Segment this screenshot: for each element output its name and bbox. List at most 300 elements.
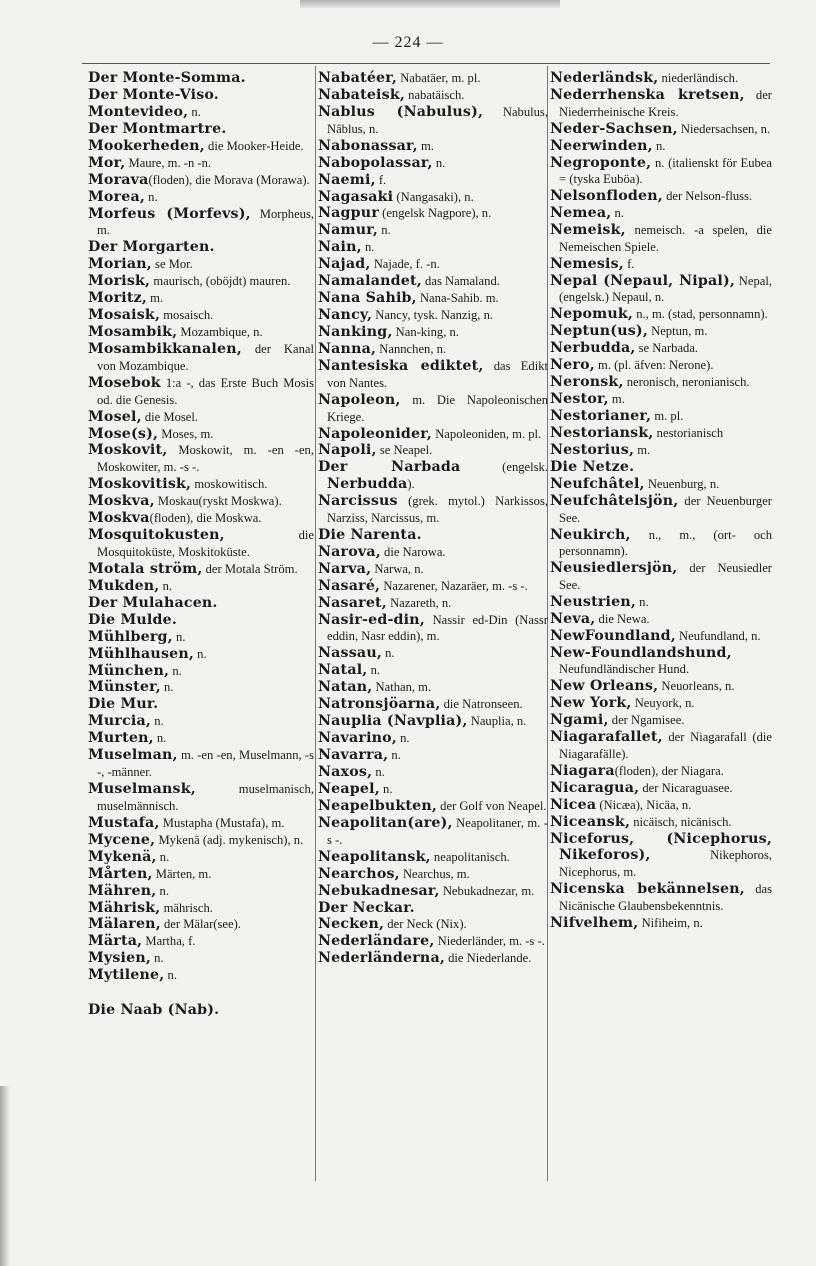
dictionary-entry [550,323,772,340]
dictionary-entry [550,306,772,323]
entry-headword: Nepomuk, [550,306,634,323]
entry-definition: n. [160,680,174,695]
entry-headword: Neerwinden, [550,137,653,154]
entry-definition: die Natronseen. [440,697,523,712]
entry-headword: Nicenska bekännelsen, [550,880,745,897]
dictionary-entry [88,815,314,832]
entry-definition: Nikephoros, Nicephorus, m. [559,848,772,879]
entry-headword: Murten, [88,730,154,747]
dictionary-entry [318,138,548,155]
entry-headword: Die Naab (Nab). [88,1002,220,1019]
entry-headword: Nasaré, [318,577,381,594]
entry-gap [88,984,314,1002]
entry-definition: Nepal, (engelsk.) Nepaul, n. [559,273,772,305]
entry-definition: Nabulus, Nâblus, n. [327,104,548,136]
column-divider [315,66,316,1181]
dictionary-entry [550,780,772,797]
entry-headword: Montevideo, [88,103,189,120]
entry-definition: n. [194,646,207,661]
entry-headword: Neufchâtel, [550,476,645,493]
dictionary-entry [550,915,772,932]
entry-headword: Navarra, [318,747,389,764]
entry-definition: der Neuenburger See. [559,494,772,525]
entry-definition: n., m. (stad, personnamn). [633,307,768,322]
dictionary-entry [550,729,772,762]
dictionary-entry [318,239,548,256]
entry-headword: Muselman, [88,747,178,764]
entry-definition: das Namaland. [421,274,500,289]
entry-definition: n. [151,714,164,729]
entry-headword: Neapelbukten, [318,797,438,814]
entry-definition: Nebukadnezar, m. [439,883,535,898]
dictionary-entry [550,493,772,526]
dictionary-entry [88,138,314,155]
entry-definition: n. [372,765,385,780]
entry-headword: Mosambik, [88,324,178,341]
dictionary-entry [550,374,772,391]
dictionary-entry [550,408,772,425]
dictionary-entry [88,933,314,950]
entry-definition: (floden), die Moskwa. [149,511,262,526]
dictionary-entry [88,866,314,883]
entry-headword: Moskva, [88,493,155,510]
dictionary-entry [318,442,548,459]
entry-definition-tail: ). [407,477,415,492]
entry-headword: Mose(s), [88,425,159,442]
entry-definition: Neapolitaner, m. -s -. [327,815,548,847]
entry-definition: n. [164,968,177,983]
dictionary-entry [88,307,314,324]
entry-definition: n. [652,138,666,153]
entry-definition: Najade, f. -n. [370,257,440,272]
entry-definition: (Nangasaki), n. [393,189,474,204]
dictionary-entry [318,950,548,967]
entry-headword: Nemesis, [550,255,624,272]
dictionary-entry [318,713,548,730]
entry-definition: Märten, m. [152,866,212,881]
entry-definition: die Mooker-Heide. [204,138,304,153]
dictionary-entry [318,459,548,492]
entry-definition: m. -en -en, Muselmann, -s -, -männer. [97,748,314,780]
dictionary-entry [88,189,314,206]
entry-headword: Der Morgarten. [88,239,215,256]
entry-definition: Nabatäer, m. pl. [397,71,481,85]
dictionary-entry [550,70,772,87]
entry-definition: Neufundländischer Hund. [559,662,690,677]
entry-definition: Neptun, m. [647,324,708,339]
dictionary-entry [318,426,548,443]
entry-headword: Necken, [318,916,385,933]
entry-headword: Nemeisk, [550,222,626,239]
dictionary-entry [88,916,314,933]
dictionary-entry [88,747,314,780]
entry-definition: n. [156,883,169,898]
entry-headword: Moskovit, [88,442,168,459]
entry-definition: nemeisch. -a spelen, die Nemeischen Spiele. [559,223,772,254]
entry-headword: Die Netze. [550,459,635,476]
dictionary-entry [318,392,548,425]
entry-headword: Natal, [318,662,368,679]
entry-headword: Münster, [88,679,161,696]
dictionary-entry [88,883,314,900]
entry-definition: (engelsk. [460,460,548,475]
dictionary-entry [88,832,314,849]
dictionary-entry [88,273,314,290]
dictionary-entry [318,781,548,798]
entry-definition: Moses, m. [158,426,214,441]
entry-definition: der Golf von Neapel. [437,798,547,813]
dictionary-entry [88,239,314,256]
dictionary-entry [88,950,314,967]
entry-headword: Niagarafallet, [550,729,663,746]
dictionary-entry [318,645,548,662]
entry-definition: mosaisch. [160,308,214,323]
entry-headword: Nauplia (Navplia), [318,713,468,730]
dictionary-entry [318,324,548,341]
entry-headword: Morian, [88,256,152,273]
entry-headword: Najad, [318,256,371,273]
entry-definition: Nathan, m. [372,680,432,695]
entry-headword: Mor, [88,154,126,171]
dictionary-entry [318,578,548,595]
entry-headword: Nanking, [318,324,393,341]
dictionary-entry [318,70,548,87]
dictionary-column-3 [550,70,772,932]
dictionary-entry [318,662,548,679]
entry-definition: (floden), der Niagara. [614,763,724,778]
entry-headword: Nero, [550,357,595,374]
entry-headword: Niceansk, [550,813,631,830]
dictionary-entry [550,814,772,831]
dictionary-entry [550,763,772,780]
entry-headword: Nestor, [550,391,609,408]
dictionary-entry [318,290,548,307]
dictionary-entry [550,188,772,205]
dictionary-entry [318,866,548,883]
entry-headword: Der Mulahacen. [88,594,218,611]
entry-headword: Mookerheden, [88,137,205,154]
entry-definition: m. (pl. äfven: Nerone). [594,358,714,373]
entry-headword: Die Narenta. [318,526,422,543]
dictionary-entry [550,340,772,357]
dictionary-entry [318,696,548,713]
dictionary-entry [318,222,548,239]
entry-headword: Märta, [88,933,143,950]
dictionary-entry [550,560,772,593]
entry-headword: Nagasaki [318,188,394,205]
entry-definition: (floden), die Morava (Morawa). [148,172,310,187]
entry-definition: Nancy, tysk. Nanzig, n. [372,308,494,323]
dictionary-entry [550,273,772,306]
dictionary-entry [318,544,548,561]
entry-definition: se Mor. [151,257,193,272]
entry-headword: Neapel, [318,781,380,797]
entry-definition: der Nicaraguasee. [639,780,733,795]
entry-definition: m. [146,291,164,306]
dictionary-entry [550,527,772,560]
dictionary-entry [550,121,772,138]
dictionary-entry [318,916,548,933]
entry-headword: Mytilene, [88,967,165,984]
dictionary-entry [88,290,314,307]
entry-definition: n. [379,782,393,796]
entry-headword: Nain, [318,239,362,256]
entry-headword: Nelsonfloden, [550,188,663,205]
dictionary-entry [88,713,314,730]
entry-headword: Mühlberg, [88,628,173,645]
dictionary-entry [318,493,548,526]
entry-headword: Neufchâtelsjön, [550,493,679,510]
entry-headword: NewFoundland, [550,627,676,644]
entry-headword: Nana Sahib, [318,290,417,307]
dictionary-entry [318,561,548,578]
entry-headword: Der Monte-Viso. [88,86,219,103]
entry-headword: Mähren, [88,882,157,899]
entry-headword: Nebukadnesar, [318,882,440,899]
entry-definition: n. [636,594,649,609]
entry-definition: f. [623,256,635,271]
dictionary-entry [88,679,314,696]
entry-headword: Navarino, [318,730,397,747]
dictionary-entry [318,341,548,358]
entry-definition: Mozambique, n. [177,325,263,340]
entry-headword: Nassau, [318,645,382,662]
entry-definition: Neuenburg, n. [644,477,720,492]
entry-definition: Martha, f. [142,934,196,949]
dictionary-entry [550,442,772,459]
entry-definition: das Nicänische Glaubensbekenntnis. [559,881,772,913]
entry-headword: New-Foundlandshund, [550,644,732,661]
entry-definition: Nearchus, m. [399,866,470,881]
dictionary-entry [88,341,314,374]
dictionary-entry [88,696,314,713]
entry-headword: Neusiedlersjön, [550,560,678,577]
entry-definition: die Niederlande. [444,951,532,966]
dictionary-entry [550,476,772,493]
dictionary-entry [318,747,548,764]
dictionary-entry [318,256,548,273]
entry-headword: Nepal (Nepaul, Nipal), [550,272,735,289]
entry-definition: n. [367,663,381,678]
entry-headword: Napoleon, [318,391,401,408]
dictionary-entry [88,324,314,341]
dictionary-column-2 [318,70,548,967]
entry-headword: Mosebok [88,374,161,391]
entry-headword: Mysien, [88,950,152,967]
entry-definition: neronisch, neronianisch. [623,375,750,390]
entry-definition: se Neapel. [376,443,433,458]
entry-headword: Nasaret, [318,594,387,611]
entry-headword: Mårten, [88,865,153,882]
dictionary-entry [550,678,772,695]
dictionary-entry [88,646,314,663]
entry-headword: Die Mur. [88,696,159,713]
entry-headword: Nederländare, [318,933,435,950]
entry-headword: Naemi, [318,171,376,188]
dictionary-entry [318,883,548,900]
scan-top-edge [300,0,560,8]
entry-headword: Nearchos, [318,865,400,882]
entry-definition: Mustapha (Mustafa), m. [159,815,285,830]
entry-headword: Die Mulde. [88,611,177,628]
entry-headword: Der Monte-Somma. [88,70,246,86]
dictionary-entry [318,798,548,815]
entry-definition: (Nicæa), Nicäa, n. [596,797,692,812]
entry-headword: Nasir-ed-din, [318,611,425,628]
entry-headword: New Orleans, [550,678,659,695]
dictionary-entry [318,595,548,612]
dictionary-entry [88,375,314,408]
dictionary-entry [550,594,772,611]
entry-headword: Nabopolassar, [318,154,433,171]
entry-definition: nabatäisch. [405,87,465,102]
entry-definition: n. [156,849,170,864]
entry-definition: n. [611,206,624,221]
entry-definition: n. [381,646,395,661]
dictionary-entry [88,409,314,426]
dictionary-entry [88,781,314,814]
entry-headword: Der Narbada [318,459,461,476]
dictionary-entry [88,172,314,189]
entry-definition: Niederländer, m. -s -. [434,934,545,949]
entry-definition: Neufundland, n. [675,628,761,643]
dictionary-entry [550,357,772,374]
entry-headword: Nederländerna, [318,950,445,967]
dictionary-entry [88,663,314,680]
entry-definition: Nauplia, n. [467,714,527,729]
entry-headword: Neapolitan(are), [318,814,453,831]
entry-definition: n. [188,104,201,119]
dictionary-entry [550,611,772,628]
entry-definition: n. [172,629,186,644]
entry-headword: Neukirch, [550,526,631,543]
dictionary-entry [318,527,548,544]
dictionary-entry [88,206,314,239]
dictionary-entry [88,442,314,475]
entry-headword: Neronsk, [550,374,624,391]
entry-definition: die Mosquitoküste, Moskitoküste. [97,528,314,559]
dictionary-entry [318,764,548,781]
entry-headword: New York, [550,695,632,712]
entry-definition: der Neusiedler See. [559,561,772,592]
dictionary-entry [88,121,314,138]
dictionary-entry [318,307,548,324]
dictionary-entry [88,849,314,866]
dictionary-entry [88,527,314,560]
entry-headword: Mosel, [88,408,142,425]
entry-definition: der Niagarafall (die Niagarafälle). [559,730,772,761]
entry-definition: der Neck (Nix). [384,917,467,932]
entry-definition: der Nelson-fluss. [662,189,753,204]
entry-definition: Maure, m. -n -n. [125,155,212,170]
entry-definition: der Ngamisee. [608,713,685,728]
entry-headword: Napoli, [318,442,377,459]
entry-headword: Nestorius, [550,442,635,459]
entry-definition: Moskau(ryskt Moskwa). [154,494,282,509]
entry-definition: m. [417,138,434,153]
entry-headword: Der Montmartre. [88,120,227,137]
entry-headword: Nancy, [318,307,373,324]
entry-headword: Murcia, [88,713,152,730]
page-number: — 224 — [372,34,444,51]
entry-definition: n. [378,223,391,238]
entry-headword: Nicea [550,796,597,813]
header-rule [82,63,770,64]
dictionary-entry [550,645,772,678]
entry-headword: Moritz, [88,290,147,307]
dictionary-entry [550,831,772,881]
entry-headword: Nantesiska ediktet, [318,358,484,375]
dictionary-entry [550,256,772,273]
entry-definition: maurisch, (oböjdt) mauren. [150,274,291,289]
entry-headword: Nestoriansk, [550,425,654,442]
entry-headword: Nestorianer, [550,408,652,425]
entry-headword: Niceforus, (Nicephorus, Nikeforos), [550,830,772,864]
dictionary-entry [318,679,548,696]
entry-definition: Morpheus, m. [97,206,314,238]
entry-definition: der Mälar(see). [160,917,241,932]
entry-definition: m. pl. [651,409,684,424]
entry-definition: m. [634,443,651,458]
entry-definition: n. [361,240,375,255]
entry-headword: Nerbudda, [550,340,636,357]
entry-headword: Moskovitisk, [88,476,192,493]
entry-headword: Nanna, [318,341,377,358]
entry-headword: Mosaisk, [88,307,161,324]
entry-headword: Nabateisk, [318,86,406,103]
entry-definition: 1:a -, das Erste Buch Mosis od. die Genesis. [97,375,314,407]
entry-headword: Moskva [88,510,150,527]
entry-headword: Nifvelhem, [550,914,639,931]
entry-headword: Mykenä, [88,848,157,865]
entry-definition: der Kanal von Mozambique. [97,342,314,373]
entry-headword: Mälaren, [88,916,161,933]
entry-headword: Namalandet, [318,273,422,290]
entry-definition: niederländisch. [658,71,739,85]
entry-headword: Neustrien, [550,593,636,610]
entry-definition: n. [432,155,446,170]
entry-definition: die Newa. [595,611,650,626]
dictionary-entry [318,612,548,645]
entry-headword: Motala ström, [88,560,203,577]
entry-headword: Nagpur [318,205,379,222]
entry-headword: Namur, [318,222,379,239]
dictionary-entry [318,104,548,137]
entry-definition: m. [608,392,625,407]
entry-definition: der Niederrheinische Kreis. [559,87,772,119]
dictionary-entry [318,815,548,848]
entry-headword: Narcissus [318,493,398,510]
entry-headword: Naxos, [318,764,373,781]
dictionary-entry [88,510,314,527]
entry-definition: mährisch. [160,900,213,915]
entry-definition: Mykenä (adj. mykenisch), n. [155,832,304,847]
entry-headword: Morisk, [88,273,151,290]
dictionary-entry [550,712,772,729]
dictionary-entry [88,967,314,984]
entry-definition: moskowitisch. [191,477,268,492]
entry-definition: Nazareth, n. [386,595,452,610]
entry-definition: Nazarener, Nazaräer, m. -s -. [380,578,528,593]
entry-headword-alt: Nerbudda [327,476,408,493]
entry-headword: Morfeus (Morfevs), [88,205,251,222]
entry-definition: Nifiheim, n. [638,915,703,930]
entry-headword: Natronsjöarna, [318,696,441,713]
dictionary-entry [88,155,314,172]
dictionary-entry [88,104,314,121]
dictionary-entry [550,87,772,120]
entry-headword: Mustafa, [88,814,160,831]
